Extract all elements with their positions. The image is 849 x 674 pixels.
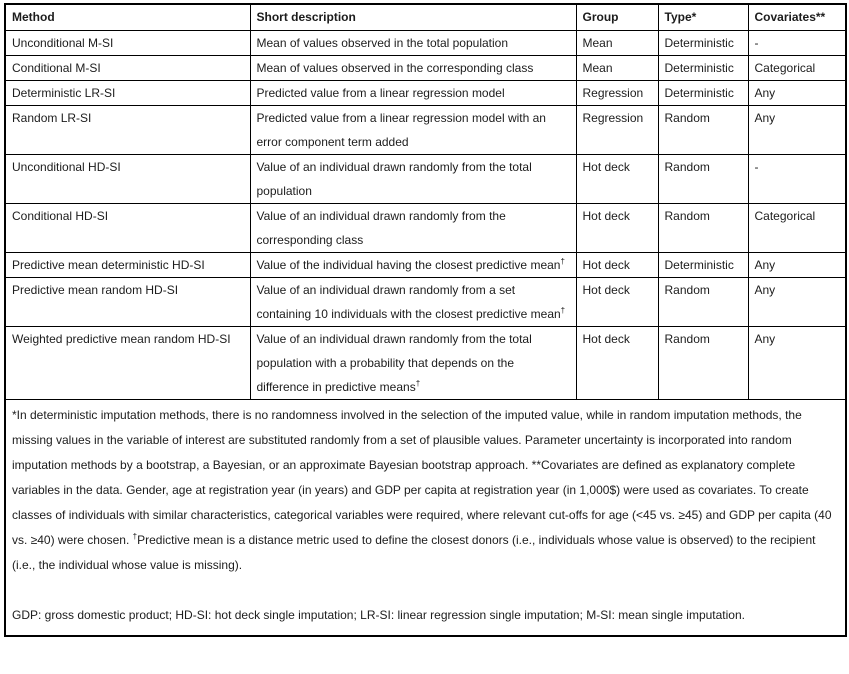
cell-description — [250, 278, 576, 327]
cell-description — [250, 204, 576, 253]
cell-group: Regression — [576, 106, 658, 155]
cell-method: Weighted predictive mean random HD-SI — [5, 327, 250, 400]
cell-group: Hot deck — [576, 327, 658, 400]
description-text: Value of an individual drawn randomly from the total population — [256, 160, 532, 198]
cell-covariates: Any — [748, 327, 846, 400]
cell-type: Deterministic — [658, 56, 748, 81]
description-text: Mean of values observed in the corresponding class — [256, 61, 534, 75]
footnotes-row — [5, 400, 846, 637]
imputation-methods-table — [4, 3, 847, 637]
description-text: Value of the individual having the closest predictive mean — [256, 258, 561, 272]
description-text: Predicted value from a linear regression model with an error component term added — [256, 111, 546, 149]
cell-description — [250, 56, 576, 81]
description-text: Value of an individual drawn randomly from the total population with a probability that depends on the difference in predictive means — [256, 332, 532, 394]
cell-type: Deterministic — [658, 253, 748, 278]
cell-group: Mean — [576, 31, 658, 56]
cell-type: Random — [658, 204, 748, 253]
footnote-text — [12, 403, 839, 578]
description-text: Value of an individual drawn randomly from a set containing 10 individuals with the closest predictive mean — [256, 283, 561, 321]
cell-method: Predictive mean random HD-SI — [5, 278, 250, 327]
table-row — [5, 278, 846, 327]
cell-description — [250, 81, 576, 106]
cell-type: Deterministic — [658, 81, 748, 106]
footnote-text-part1: *In deterministic imputation methods, there is no randomness involved in the selection of the imputed value, while in random imputation methods, the missing values in the variable of interest are substituted randomly from a set of plausible values. Parameter uncertainty is incorporated into random imputation methods by a bootstrap, a Bayesian, or an approximate Bayesian bootstrap approach. **Covariates are defined as explanatory complete variables in the data. Gender, age at registration year (in years) and GDP per capita at registration year (in 1,000$) were used as covariates. To create classes of individuals with similar characteristics, categorical variables were required, where relevant cut-offs for age (<45 vs. ≥45) and GDP per capita (40 vs. ≥40) were chosen. — [12, 408, 832, 547]
cell-description — [250, 31, 576, 56]
description-text: Value of an individual drawn randomly from the corresponding class — [256, 209, 506, 247]
cell-covariates: - — [748, 155, 846, 204]
cell-covariates: Any — [748, 81, 846, 106]
cell-group: Hot deck — [576, 204, 658, 253]
footnote-text-part2: Predictive mean is a distance metric used to define the closest donors (i.e., individuals whose value is observed) to the recipient (i.e., the individual whose value is missing). — [12, 533, 816, 572]
dagger-superscript: † — [560, 306, 566, 315]
table-row — [5, 81, 846, 106]
cell-description — [250, 253, 576, 278]
dagger-superscript: † — [132, 532, 138, 541]
table-row — [5, 31, 846, 56]
cell-type: Random — [658, 278, 748, 327]
header-row — [5, 4, 846, 31]
cell-group: Mean — [576, 56, 658, 81]
table-row — [5, 155, 846, 204]
table-row — [5, 204, 846, 253]
table-row — [5, 327, 846, 400]
cell-covariates: Any — [748, 253, 846, 278]
cell-group: Hot deck — [576, 253, 658, 278]
cell-method: Random LR-SI — [5, 106, 250, 155]
column-header-method: Method — [5, 4, 250, 31]
cell-method: Deterministic LR-SI — [5, 81, 250, 106]
cell-description — [250, 327, 576, 400]
cell-type: Deterministic — [658, 31, 748, 56]
cell-covariates: Any — [748, 106, 846, 155]
cell-method: Predictive mean deterministic HD-SI — [5, 253, 250, 278]
cell-covariates: Categorical — [748, 56, 846, 81]
cell-description — [250, 106, 576, 155]
table-row — [5, 253, 846, 278]
footnotes-cell — [5, 400, 846, 637]
cell-covariates: - — [748, 31, 846, 56]
dagger-superscript: † — [560, 257, 565, 266]
abbreviations-text: GDP: gross domestic product; HD-SI: hot deck single imputation; LR-SI: linear regression single imputation; M-SI: mean single imputation. — [12, 608, 745, 622]
cell-method: Unconditional M-SI — [5, 31, 250, 56]
cell-covariates: Any — [748, 278, 846, 327]
cell-group: Hot deck — [576, 155, 658, 204]
column-header-short-description: Short description — [250, 4, 576, 31]
cell-method: Conditional HD-SI — [5, 204, 250, 253]
column-header-covariates: Covariates** — [748, 4, 846, 31]
cell-method: Unconditional HD-SI — [5, 155, 250, 204]
column-header-group: Group — [576, 4, 658, 31]
cell-group: Hot deck — [576, 278, 658, 327]
description-text: Predicted value from a linear regression model — [256, 86, 505, 100]
cell-type: Random — [658, 106, 748, 155]
cell-type: Random — [658, 327, 748, 400]
table-row — [5, 56, 846, 81]
cell-group: Regression — [576, 81, 658, 106]
description-text: Mean of values observed in the total population — [256, 36, 509, 50]
cell-covariates: Categorical — [748, 204, 846, 253]
cell-type: Random — [658, 155, 748, 204]
column-header-type: Type* — [658, 4, 748, 31]
cell-method: Conditional M-SI — [5, 56, 250, 81]
table-row — [5, 106, 846, 155]
cell-description — [250, 155, 576, 204]
dagger-superscript: † — [415, 379, 421, 388]
